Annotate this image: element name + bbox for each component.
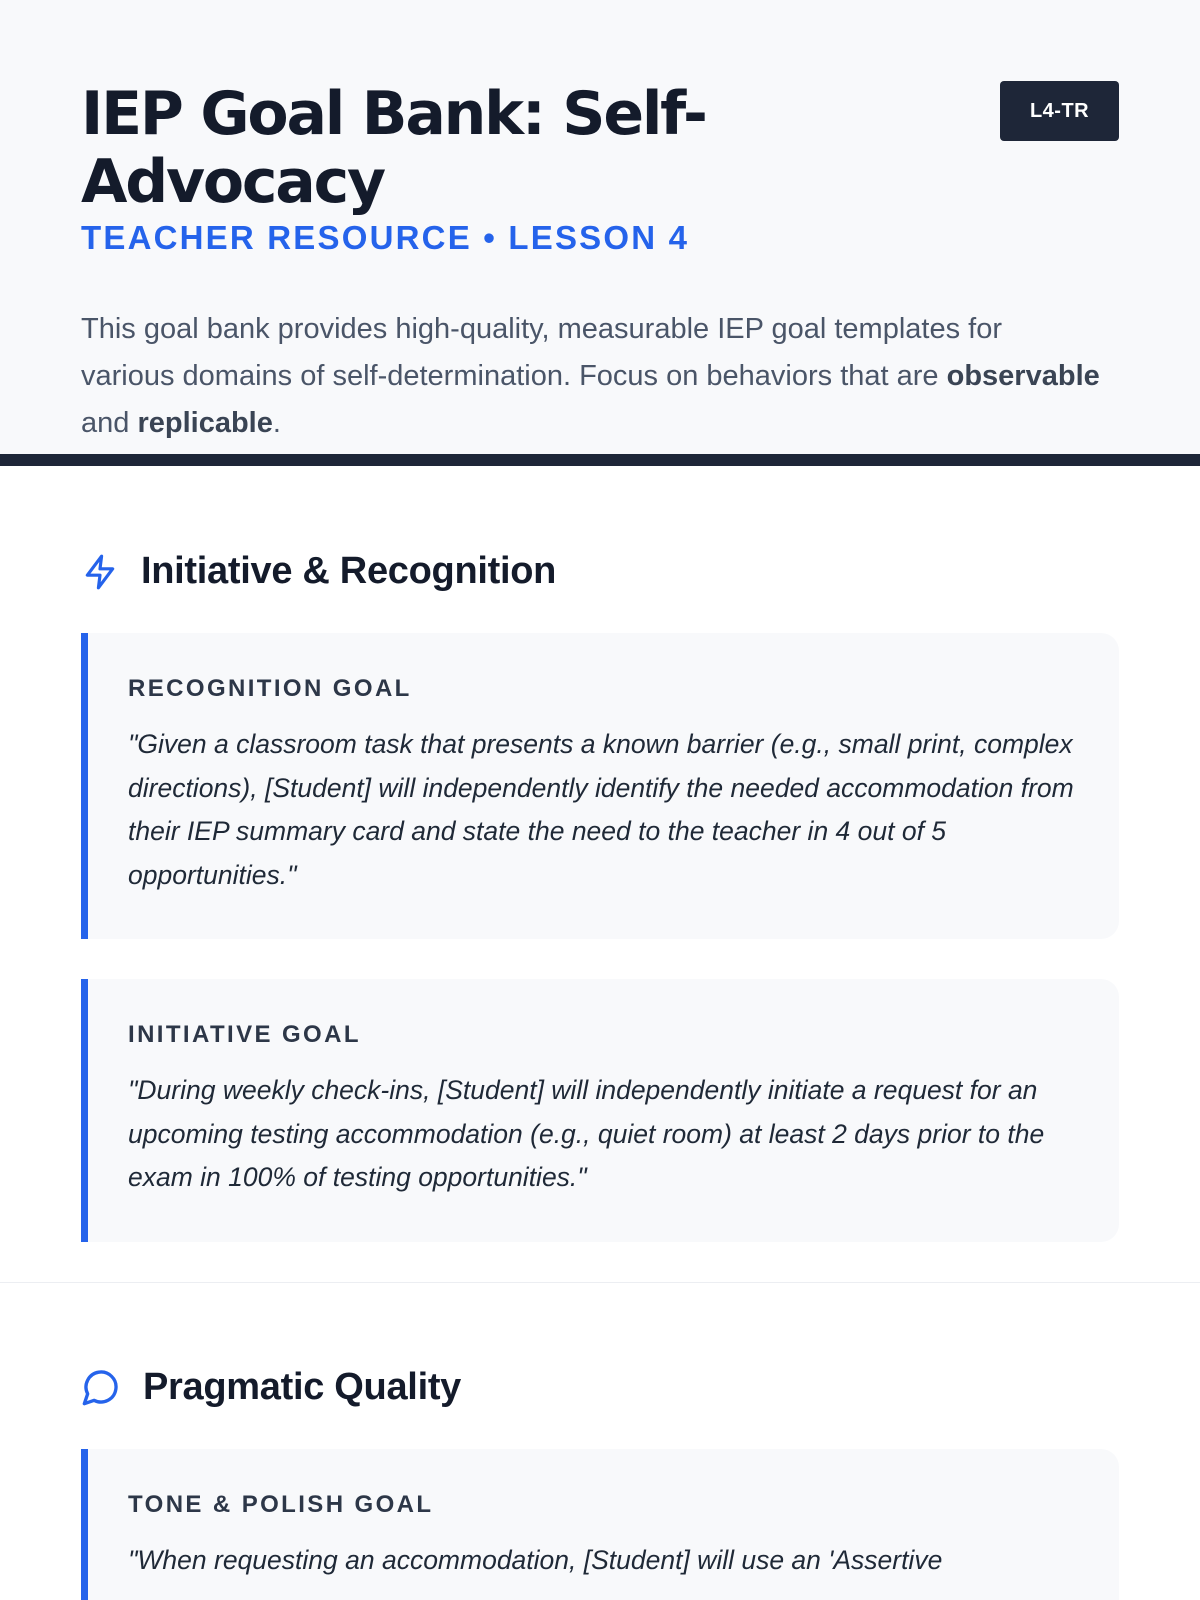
goal-card-initiative — [81, 979, 1119, 1242]
goal-label: INITIATIVE GOAL — [128, 1021, 361, 1048]
goal-text: "Given a classroom task that presents a known barrier (e.g., small print, complex directions), [Student] will independently identify the needed accommodation from their IEP summary card and state the need to the teacher in 4 out of 5 opportunities." — [128, 729, 1074, 890]
speech-bubble-icon — [81, 1367, 121, 1407]
header-divider — [0, 454, 1200, 466]
goal-label: TONE & POLISH GOAL — [128, 1490, 434, 1518]
page-subtitle: TEACHER RESOURCE • LESSON 4 — [81, 219, 690, 256]
section-initiative-recognition — [0, 454, 1200, 1242]
section-heading — [81, 550, 1119, 593]
section-pragmatic-quality — [0, 1283, 1200, 1600]
lightning-icon — [81, 552, 119, 592]
intro-emphasis-observable: observable — [946, 360, 1100, 392]
intro-text: This goal bank provides high-quality, measurable IEP goal templates for various domains of self-determination. Focus on behaviors that are — [81, 313, 1002, 392]
goal-card-recognition — [81, 633, 1119, 939]
intro-emphasis-replicable: replicable — [137, 407, 273, 439]
section-title: Pragmatic Quality — [143, 1365, 462, 1408]
header-top — [81, 80, 1119, 216]
goal-text: "During weekly check-ins, [Student] will independently initiate a request for an upcoming testing accommodation (e.g., quiet room) at least 2 days prior to the exam in 100% of testing opportunities." — [128, 1075, 1045, 1192]
page-header — [0, 0, 1200, 454]
intro-paragraph — [81, 306, 1101, 447]
goal-label: RECOGNITION GOAL — [128, 675, 412, 702]
intro-text-mid: and — [81, 407, 138, 439]
section-heading — [81, 1366, 1119, 1409]
lesson-code-badge: L4-TR — [1000, 81, 1119, 141]
goal-text: "When requesting an accommodation, [Student] will use an 'Assertive — [128, 1544, 943, 1575]
goal-card-tone-polish — [81, 1449, 1119, 1600]
page-title: IEP Goal Bank: Self-Advocacy — [81, 79, 706, 217]
section-title: Initiative & Recognition — [141, 550, 557, 592]
intro-text-end: . — [272, 407, 281, 439]
